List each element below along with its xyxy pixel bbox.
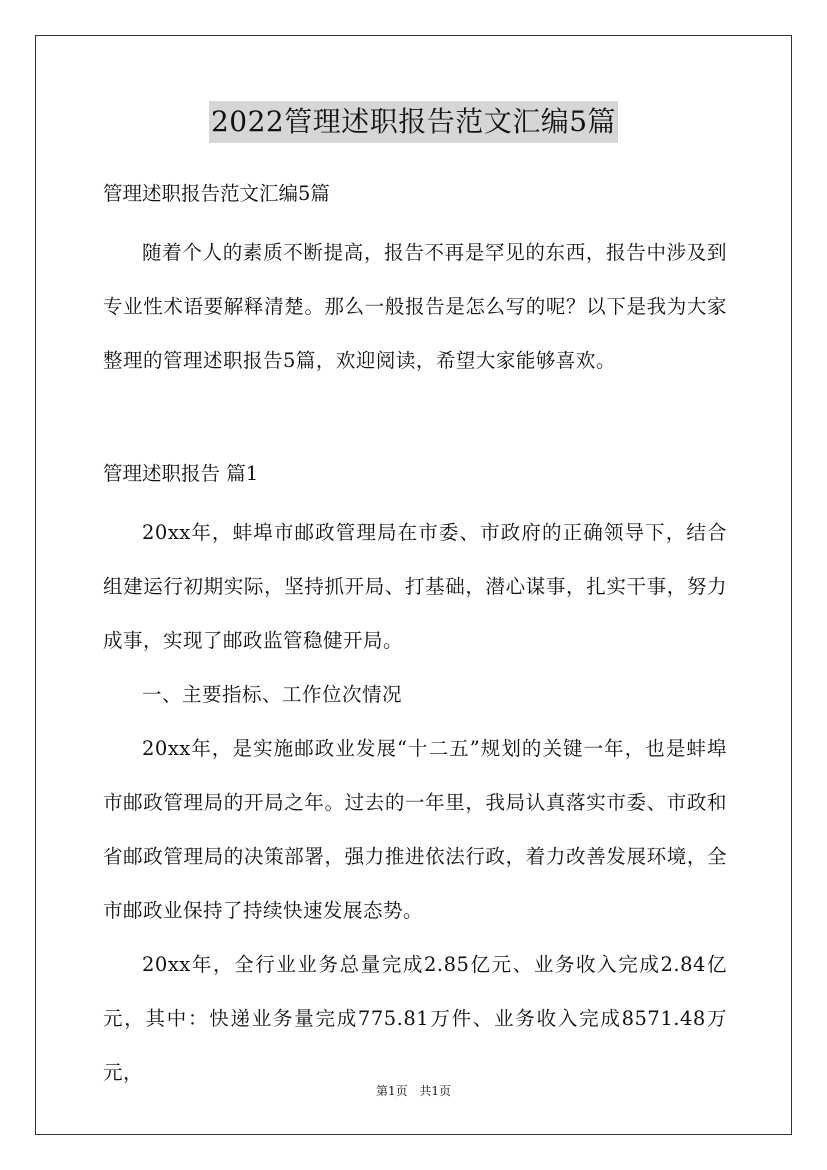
total-pages: 共1页 <box>419 1084 452 1098</box>
document-title: 2022管理述职报告范文汇编5篇 <box>209 101 618 143</box>
document-title-wrap <box>0 101 827 143</box>
document-body <box>103 175 727 1100</box>
document-subtitle: 管理述职报告范文汇编5篇 <box>103 182 330 205</box>
body-paragraph-3: 20xx年，全行业业务总量完成2.85亿元、业务收入完成2.84亿元，其中：快递业务量完成775.81万件、业务收入完成8571.48万元， <box>103 953 727 1084</box>
intro-paragraph: 随着个人的素质不断提高，报告不再是罕见的东西，报告中涉及到专业性术语要解释清楚。那么一般报告是怎么写的呢？以下是我为大家整理的管理述职报告5篇，欢迎阅读，希望大家能够喜欢。 <box>103 241 727 372</box>
page-footer <box>0 1082 827 1099</box>
section-heading: 管理述职报告 篇1 <box>103 462 259 485</box>
page-number: 第1页 <box>375 1084 408 1098</box>
body-paragraph-2: 20xx年，是实施邮政业发展“十二五”规划的关键一年，也是蚌埠市邮政管理局的开局之年。过去的一年里，我局认真落实市委、市政和省邮政管理局的决策部署，强力推进依法行政，着力改善发展环境，全市邮政业保持了持续快速发展态势。 <box>103 737 727 922</box>
body-subheading: 一、主要指标、工作位次情况 <box>142 683 403 706</box>
body-paragraph-1: 20xx年，蚌埠市邮政管理局在市委、市政府的正确领导下，结合组建运行初期实际，坚持抓开局、打基础，潜心谋事，扎实干事，努力成事，实现了邮政监管稳健开局。 <box>103 521 727 652</box>
